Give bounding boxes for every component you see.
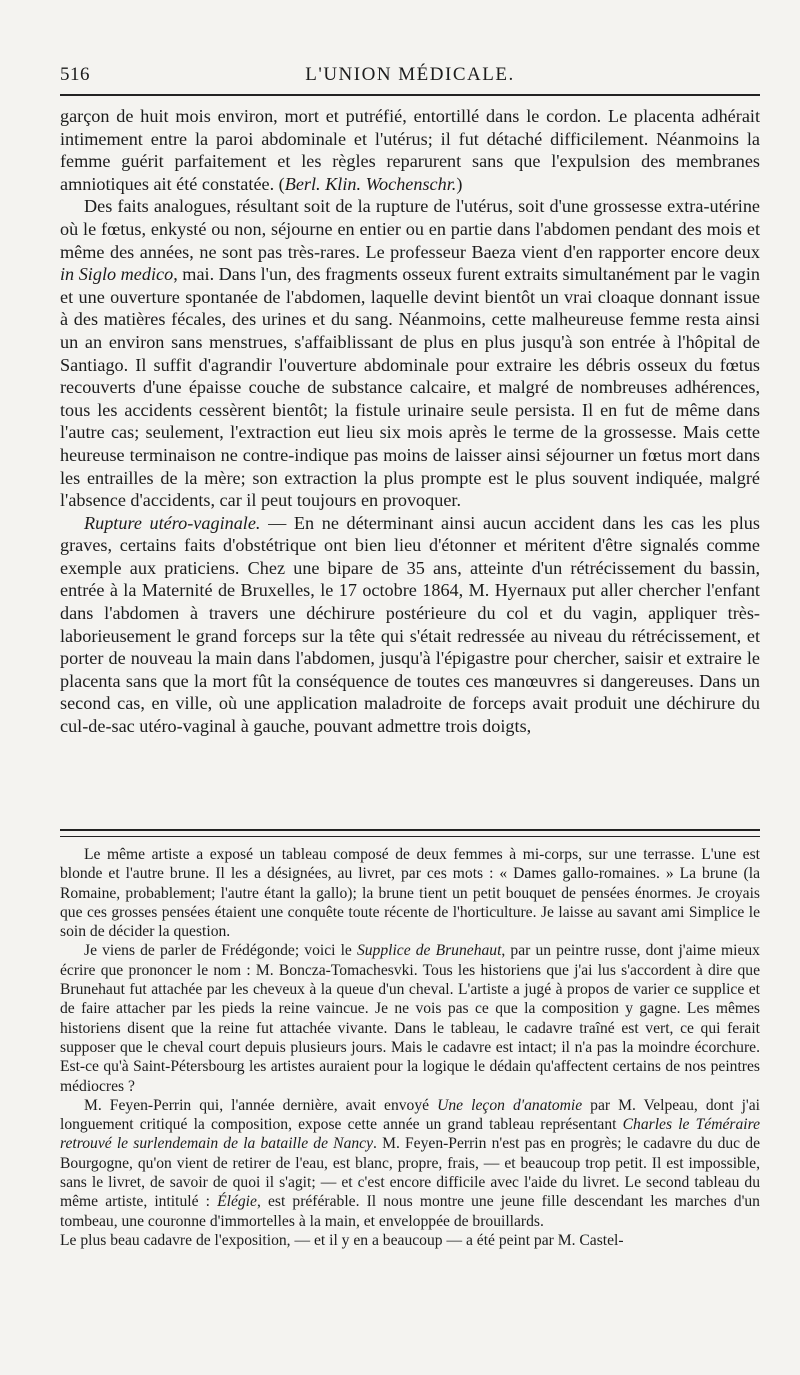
feuilleton-body [60,845,760,1250]
section-heading: Rupture utéro-vaginale. [84,512,261,533]
artwork-title: Élégie [217,1193,257,1211]
feuilleton-paragraph [60,941,760,1095]
source-reference: in Siglo medico [60,264,174,285]
paragraph-text: , par un peintre russe, dont j'aime mieux écrire que prononcer le nom : M. Boncza-Tomachesvki. Tous les historiens que j'ai lus s'accordent à dire que Brunehaut fut attachée par les cheveux à la queue d'un cheval. L'artiste a jugé à propos de varier ce supplice et de faire attacher par les pieds la reine vaincue. Je ne vois pas ce que la composition y gagne. Les mêmes historiens disent que la reine fut attachée vivante. Dans le tableau, le cadavre traîné est vert, ce qui ferait supposer que le cheval court depuis plusieurs jours. Mais le cadavre est intact; il n'a pas la moindre écorchure. Est-ce qu'à Saint-Pétersbourg les artistes auraient pour la logique le dédain qu'affectent certains de nos peintres médiocres ? [60,942,760,1095]
feuilleton-paragraph [60,845,760,941]
paragraph-text: , est préférable. Il nous montre une jeune fille descendant les marches d'un tombeau, une couronne d'immortelles à la main, et enveloppée de brouillards. [60,1193,760,1230]
citation-close: ) [456,173,463,194]
paragraph-text: — En ne déterminant ainsi aucun accident dans les cas les plus graves, certains faits d'obstétrique ont bien lieu d'étonner et méritent d'être signalés comme exemple aux praticiens. Chez une bipare de 35 ans, atteinte d'un rétrécissement du bassin, entrée à la Maternité de Bruxelles, le 17 octobre 1864, M. Hyernaux put aller chercher l'enfant dans l'abdomen à travers une déchirure postérieure du col et du vagin, appliquer très-laborieusement le grand forceps sur la tête qui s'était redressée au niveau du rétrécissement, et porter de nouveau la main dans l'abdomen, jusqu'à l'épigastre pour chercher, saisir et extraire le placenta sans que la mort fût la conséquence de toutes ces manœuvres si dangereuses. Dans un second cas, en ville, où une application maladroite de forceps avait produit une déchirure du cul-de-sac utéro-vaginal à gauche, pouvant admettre trois doigts, [60,512,760,737]
artwork-title: Supplice de Brunehaut [356,942,502,960]
paragraph-text: Des faits analogues, résultant soit de la rupture de l'utérus, soit d'une grossesse extra-utérine où le fœtus, enkysté ou non, séjourne en entier ou en partie dans l'abdomen pendant des mois et même des années, ne sont pas très-rares. Le professeur Baeza vient d'en rapporter encore deux [60,196,760,262]
paragraph-text: M. Feyen-Perrin qui, l'année dernière, avait envoyé [84,1096,438,1114]
paragraph-text: par M. Velpeau, dont j'ai longuement critiqué la composition, expose cette année un grand tableau représentant [60,1096,760,1134]
header-rule [60,94,760,96]
artwork-title: Une leçon d'anatomie [437,1096,583,1114]
feuilleton-paragraph [60,1096,760,1231]
feuilleton-paragraph [60,1231,760,1250]
paragraph-rupture [60,512,760,738]
artwork-title: Charles le Téméraire retrouvé le surlendemain de la bataille de Nancy [60,1116,760,1153]
page-number: 516 [60,64,90,85]
paragraph-analogous-cases [60,195,760,511]
paragraph-text: Je viens de parler de Frédégonde; voici le [84,942,357,960]
paragraph-continuation [60,105,760,195]
paragraph-text: . M. Feyen-Perrin n'est pas en progrès; le cadavre du duc de Bourgogne, qu'on vient de retirer de l'eau, est blanc, propre, frais, — et beaucoup trop petit. Il est impossible, sans le livret, de savoir de quoi il s'agit; — et c'est encore difficile avec l'aide du livret. Le second tableau du même artiste, intitulé : [60,1135,760,1211]
paragraph-text: Le plus beau cadavre de l'exposition, — et il y en a beaucoup — a été peint par M. Castel- [60,1231,624,1249]
running-title: L'UNION MÉDICALE. [305,64,515,85]
paragraph-text: garçon de huit mois environ, mort et putréfié, entortillé dans le cordon. Le placenta adhérait intimement entre la paroi abdominale et l'utérus; il fut détaché difficilement. Néanmoins la femme guérit parfaitement et les règles reparurent sans que l'expulsion des membranes amniotiques ait été constatée. ( [60,106,760,194]
page-header [60,60,760,90]
citation: Berl. Klin. Wochenschr. [284,173,457,194]
section-divider [60,829,760,837]
paragraph-text: , mai. Dans l'un, des fragments osseux furent extraits simultanément par le vagin et une ouverture spontanée de l'abdomen, laquelle devint bientôt un vrai cloaque donnant issue à des matières fécales, des urines et du sang. Néanmoins, cette malheureuse femme resta ainsi un an environ sans menstrues, s'affaiblissant de plus en plus jusqu'à son entrée à l'hôpital de Santiago. Il suffit d'agrandir l'ouverture abdominale pour extraire les débris osseux du fœtus recouverts d'une épaisse couche de substance calcaire, et malgré de nombreuses adhérences, tous les accidents cessèrent bientôt; la fistule urinaire seule persista. Il en fut de même dans l'autre cas; seulement, l'extraction eut lieu six mois après le terme de la grossesse. Mais cette heureuse terminaison ne contre-indique pas moins de laisser ainsi séjourner un fœtus mort dans les entrailles de la mère; son extraction la plus prompte est le plus souvent indiquée, malgré l'absence d'accidents, car il peut toujours en provoquer. [60,264,760,511]
paragraph-text: Le même artiste a exposé un tableau composé de deux femmes à mi-corps, sur une terrasse. L'une est blonde et l'autre brune. Il les a désignées, au livret, par ces mots : « Dames gallo-romaines. » La brune (la Romaine, probablement; l'autre étant la gallo); la brune tient un petit bouquet de pensées énormes. Je croyais que ces grosses pensées étaient une conquête toute récente de l'horticulture. Je laisse au savant ami Simplice le soin de décider la question. [60,846,760,941]
article-body [60,105,760,738]
